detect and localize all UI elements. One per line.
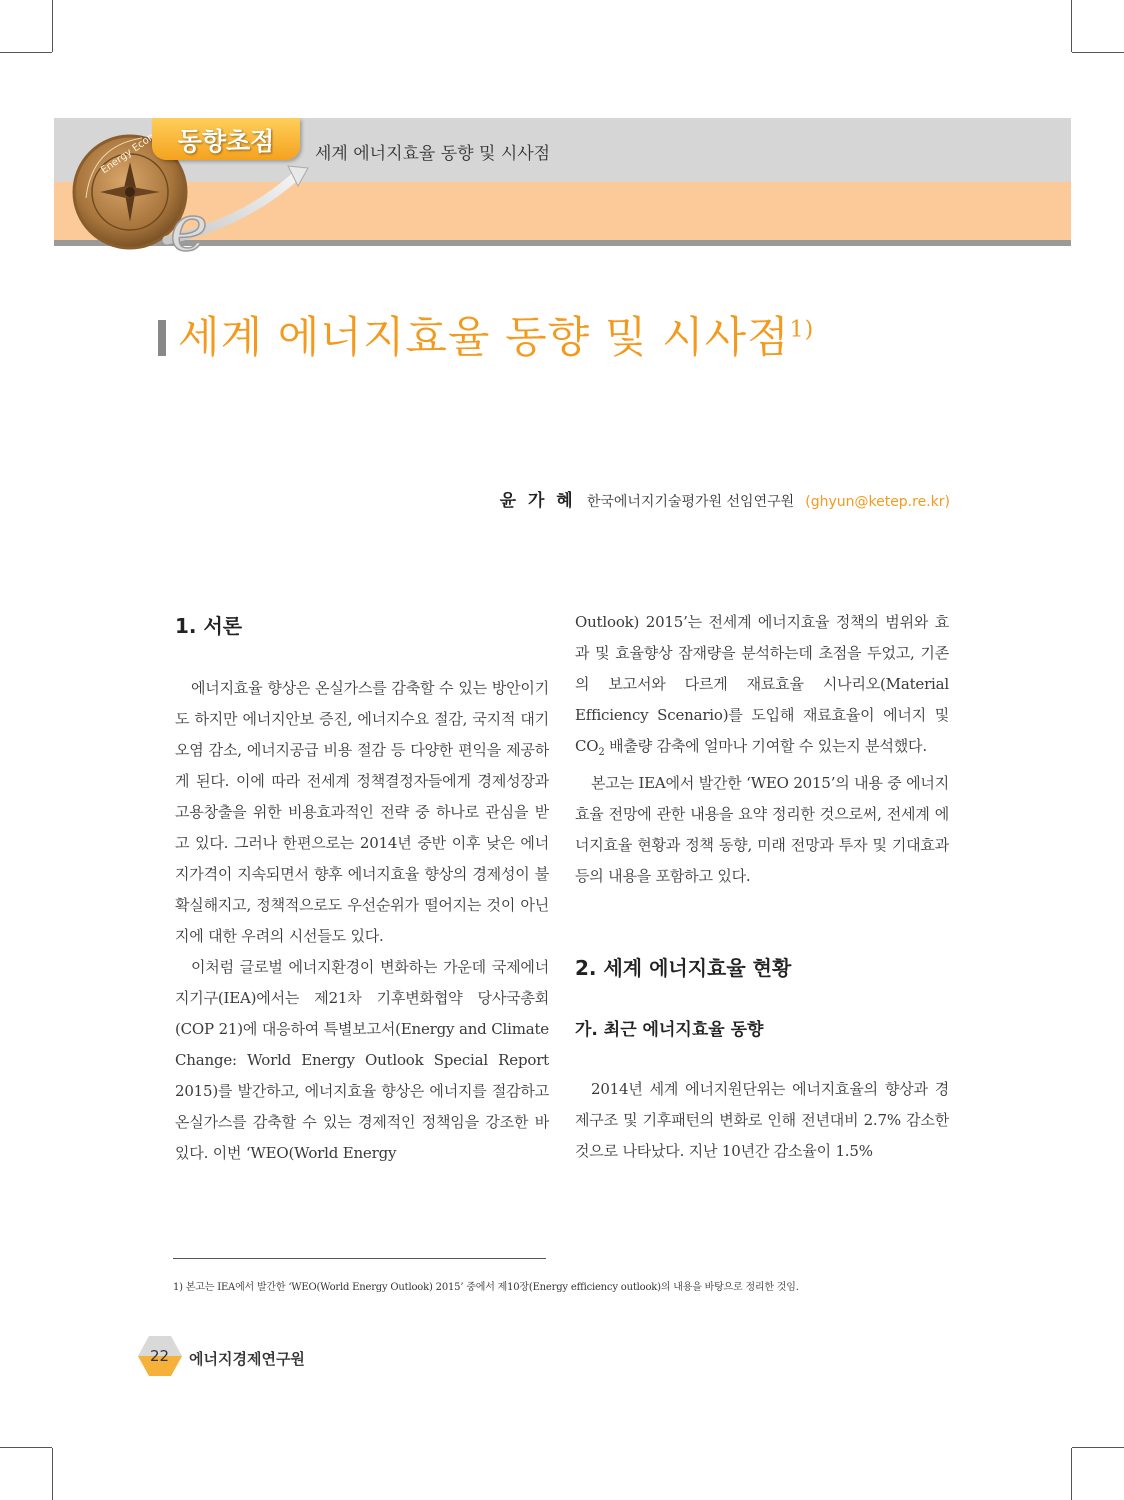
crop-mark [1071, 1448, 1072, 1500]
logo-letter: e [170, 192, 208, 258]
crop-mark [1072, 52, 1124, 53]
crop-mark [0, 1447, 52, 1448]
crop-mark [0, 52, 52, 53]
paragraph-text: 배출량 감축에 얼마나 기여할 수 있는지 분석했다. [604, 737, 927, 755]
paragraph [575, 607, 949, 768]
paragraph: 본고는 IEA에서 발간한 ‘WEO 2015’의 내용 중 에너지효율 전망에 관한 내용을 요약 정리한 것으로써, 전세계 에너지효율 현황과 정책 동향, 미래 전망과 투자 및 기대효과 등의 내용을 포함하고 있다. [575, 774, 950, 885]
crop-mark [52, 0, 53, 52]
crop-mark [1071, 0, 1072, 52]
section-heading: 2. 세계 에너지효율 현황 [575, 956, 792, 980]
article-title [178, 304, 814, 365]
header-subtitle: 세계 에너지효율 동향 및 시사점 [315, 144, 551, 164]
right-column [575, 610, 949, 1167]
paragraph: 2014년 세계 에너지원단위는 에너지효율의 향상과 경제구조 및 기후패턴의 변화로 인해 전년대비 2.7% 감소한 것으로 나타났다. 지난 10년간 감소율이 1.5% [575, 1080, 949, 1160]
title-footnote-marker: 1) [789, 317, 815, 343]
left-column [175, 610, 549, 1169]
author-affiliation: 한국에너지기술평가원 선임연구원 [586, 494, 795, 510]
author-line [500, 486, 950, 511]
crop-mark [52, 1448, 53, 1500]
crop-mark [1072, 1447, 1124, 1448]
section-tag-label: 동향초점 [177, 127, 275, 156]
paragraph-text: Outlook) 2015’는 전세계 에너지효율 정책의 범위와 효과 및 효율향상 잠재량을 분석하는데 초점을 두었고, 기존의 보고서와 다르게 재료효율 시나리오(Material Efficiency Scenario)를 도입해 재료효율이 에너지 및 CO [575, 613, 949, 755]
page-number: 22 [150, 1347, 170, 1365]
paragraph: 이처럼 글로벌 에너지환경이 변화하는 가운데 국제에너지기구(IEA)에서는 제21차 기후변화협약 당사국총회(COP 21)에 대응하여 특별보고서(Energy and Climate Change: World Energy Outlook Special Report 2015)를 발간하고, 에너지효율 향상은 에너지를 절감하고 온실가스를 감축할 수 있는 경제적인 정책임을 강조한 바 있다. 이번 ‘WEO(World Energy [175, 958, 549, 1162]
subsection-heading: 가. 최근 에너지효율 동향 [575, 1020, 764, 1040]
footnote: 1) 본고는 IEA에서 발간한 ‘WEO(World Energy Outlook) 2015’ 중에서 제10장(Energy efficiency outlook)의 내용을 바탕으로 정리한 것임. [173, 1282, 799, 1293]
article-title-text: 세계 에너지효율 동향 및 시사점 [178, 313, 790, 363]
footnote-divider [173, 1258, 546, 1259]
section-heading: 1. 서론 [175, 614, 243, 638]
author-name: 윤 가 혜 [499, 491, 576, 511]
title-marker [158, 320, 166, 356]
publisher-name: 에너지경제연구원 [189, 1350, 305, 1368]
paragraph: 에너지효율 향상은 온실가스를 감축할 수 있는 방안이기도 하지만 에너지안보 증진, 에너지수요 절감, 국지적 대기오염 감소, 에너지공급 비용 절감 등 다양한 편익을 제공하게 된다. 이에 따라 전세계 정책결정자들에게 경제성장과 고용창출을 위한 비용효과적인 전략 중 하나로 관심을 받고 있다. 그러나 한편으로는 2014년 중반 이후 낮은 에너지가격이 지속되면서 향후 에너지효율 향상의 경제성이 불확실해지고, 정책적으로도 우선순위가 떨어지는 것이 아닌지에 대한 우려의 시선들도 있다. [175, 679, 549, 945]
section-tag [152, 118, 300, 160]
subscript: 2 [598, 747, 605, 758]
author-email: (ghyun@ketep.re.kr) [805, 494, 950, 510]
